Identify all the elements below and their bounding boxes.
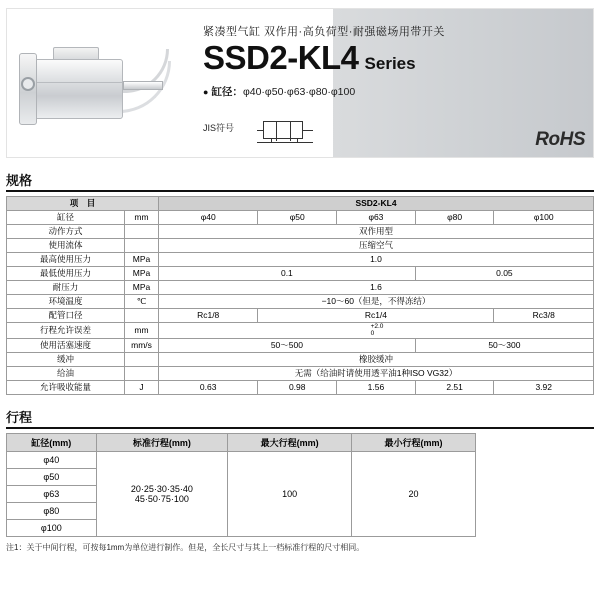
- jis-symbol-label: JIS符号: [203, 123, 235, 133]
- spec-row-unit: ℃: [125, 295, 159, 309]
- spec-row: [7, 239, 594, 253]
- spec-row: [7, 353, 594, 367]
- spec-row: [7, 381, 594, 395]
- spec-cell: 橡胶缓冲: [159, 353, 594, 367]
- document-page: [0, 8, 600, 608]
- spec-row: [7, 253, 594, 267]
- spec-row-unit: [125, 367, 159, 381]
- spec-cell: 双作用型: [159, 225, 594, 239]
- spec-bore-value: φ63: [337, 211, 416, 225]
- spec-cell: 1.56: [337, 381, 416, 395]
- spec-cell: +2.0 0: [159, 323, 594, 339]
- spec-row-bore: [7, 211, 594, 225]
- series-word: Series: [364, 54, 416, 73]
- model-code: SSD2-KL4: [203, 39, 359, 76]
- spec-row: [7, 225, 594, 239]
- product-header-banner: [6, 8, 594, 158]
- spec-row-label: 使用活塞速度: [7, 339, 125, 353]
- spec-row: [7, 309, 594, 323]
- product-title-block: [203, 23, 585, 99]
- cylinder-port-ring: [21, 77, 35, 91]
- spec-row: [7, 267, 594, 281]
- spec-row-label: 缸径: [7, 211, 125, 225]
- stroke-header-min: 最小行程(mm): [352, 434, 476, 452]
- spec-row-label: 行程允许误差: [7, 323, 125, 339]
- stroke-table: [6, 433, 476, 537]
- spec-row-unit: MPa: [125, 253, 159, 267]
- spec-row-unit: MPa: [125, 281, 159, 295]
- spec-row-unit: [125, 225, 159, 239]
- stroke-header-standard: 标准行程(mm): [96, 434, 228, 452]
- spec-row-label: 最低使用压力: [7, 267, 125, 281]
- spec-header-item: 项 目: [7, 197, 159, 211]
- stroke-standard-value: 20·25·30·35·40 45·50·75·100: [96, 452, 228, 537]
- spec-row-unit: mm/s: [125, 339, 159, 353]
- spec-cell: 0.63: [159, 381, 258, 395]
- spec-row-unit: [125, 309, 159, 323]
- spec-row-unit: [125, 239, 159, 253]
- spec-cell: 0.05: [415, 267, 593, 281]
- cylinder-body: [27, 59, 123, 119]
- bullet-icon: ●: [203, 86, 209, 97]
- bore-label: 缸径：: [211, 85, 243, 98]
- stroke-bore-value: φ100: [7, 520, 97, 537]
- stroke-bore-value: φ40: [7, 452, 97, 469]
- rohs-badge: RoHS: [535, 129, 585, 150]
- stroke-bore-value: φ80: [7, 503, 97, 520]
- jis-symbol-icon: [257, 117, 329, 147]
- product-model-title: [203, 41, 585, 76]
- spec-row-label: 动作方式: [7, 225, 125, 239]
- spec-row-label: 缓冲: [7, 353, 125, 367]
- spec-row-unit: J: [125, 381, 159, 395]
- spec-cell: 2.51: [415, 381, 494, 395]
- spec-cell: 0.1: [159, 267, 416, 281]
- spec-row-unit: mm: [125, 211, 159, 225]
- spec-cell: Rc1/8: [159, 309, 258, 323]
- bore-values: φ40·φ50·φ63·φ80·φ100: [242, 85, 356, 98]
- spec-section-title: 规格: [6, 170, 594, 192]
- stroke-header-max: 最大行程(mm): [228, 434, 352, 452]
- spec-header-model: SSD2-KL4: [159, 197, 594, 211]
- stroke-table-row: [7, 452, 476, 469]
- stroke-max-value: 100: [228, 452, 352, 537]
- spec-bore-value: φ40: [159, 211, 258, 225]
- spec-cell: Rc3/8: [494, 309, 594, 323]
- stroke-section-title: 行程: [6, 407, 594, 429]
- spec-row-unit: [125, 353, 159, 367]
- spec-row-label: 环境温度: [7, 295, 125, 309]
- stroke-min-value: 20: [352, 452, 476, 537]
- spec-row: [7, 339, 594, 353]
- spec-row-label: 给油: [7, 367, 125, 381]
- spec-bore-value: φ50: [258, 211, 337, 225]
- cylinder-rod: [123, 81, 163, 90]
- spec-row: [7, 281, 594, 295]
- footnote: 注1：关于中间行程，可按每1mm为单位进行制作。但是，全长尺寸与其上一档标准行程的尺寸相同。: [6, 543, 365, 552]
- spec-cell: 1.0: [159, 253, 594, 267]
- stroke-table-header-row: [7, 434, 476, 452]
- spec-cell: 50～500: [159, 339, 416, 353]
- spec-row-unit: mm: [125, 323, 159, 339]
- spec-cell: 0.98: [258, 381, 337, 395]
- spec-row-label: 使用流体: [7, 239, 125, 253]
- spec-cell: 压缩空气: [159, 239, 594, 253]
- spec-bore-value: φ80: [415, 211, 494, 225]
- bore-line: [203, 84, 585, 99]
- stroke-bore-value: φ63: [7, 486, 97, 503]
- spec-row: [7, 295, 594, 309]
- stroke-header-bore: 缸径(mm): [7, 434, 97, 452]
- cylinder-illustration: [19, 43, 179, 135]
- spec-row-label: 允许吸收能量: [7, 381, 125, 395]
- spec-cell: −10～60（但是，不得冻结）: [159, 295, 594, 309]
- spec-cell: 3.92: [494, 381, 594, 395]
- stroke-bore-value: φ50: [7, 469, 97, 486]
- spec-row-label: 配管口径: [7, 309, 125, 323]
- spec-cell: 无需（给油时请使用透平油1种ISO VG32）: [159, 367, 594, 381]
- spec-cell: 1.6: [159, 281, 594, 295]
- spec-row-unit: MPa: [125, 267, 159, 281]
- spec-bore-value: φ100: [494, 211, 594, 225]
- product-subtitle: 紧凑型气缸 双作用·高负荷型·耐强磁场用带开关: [203, 26, 445, 38]
- specifications-table: [6, 196, 594, 395]
- spec-cell: 50～300: [415, 339, 593, 353]
- spec-row: [7, 367, 594, 381]
- spec-cell: Rc1/4: [258, 309, 494, 323]
- spec-row-label: 耐压力: [7, 281, 125, 295]
- spec-row-label: 最高使用压力: [7, 253, 125, 267]
- spec-header-row: [7, 197, 594, 211]
- spec-row: [7, 323, 594, 339]
